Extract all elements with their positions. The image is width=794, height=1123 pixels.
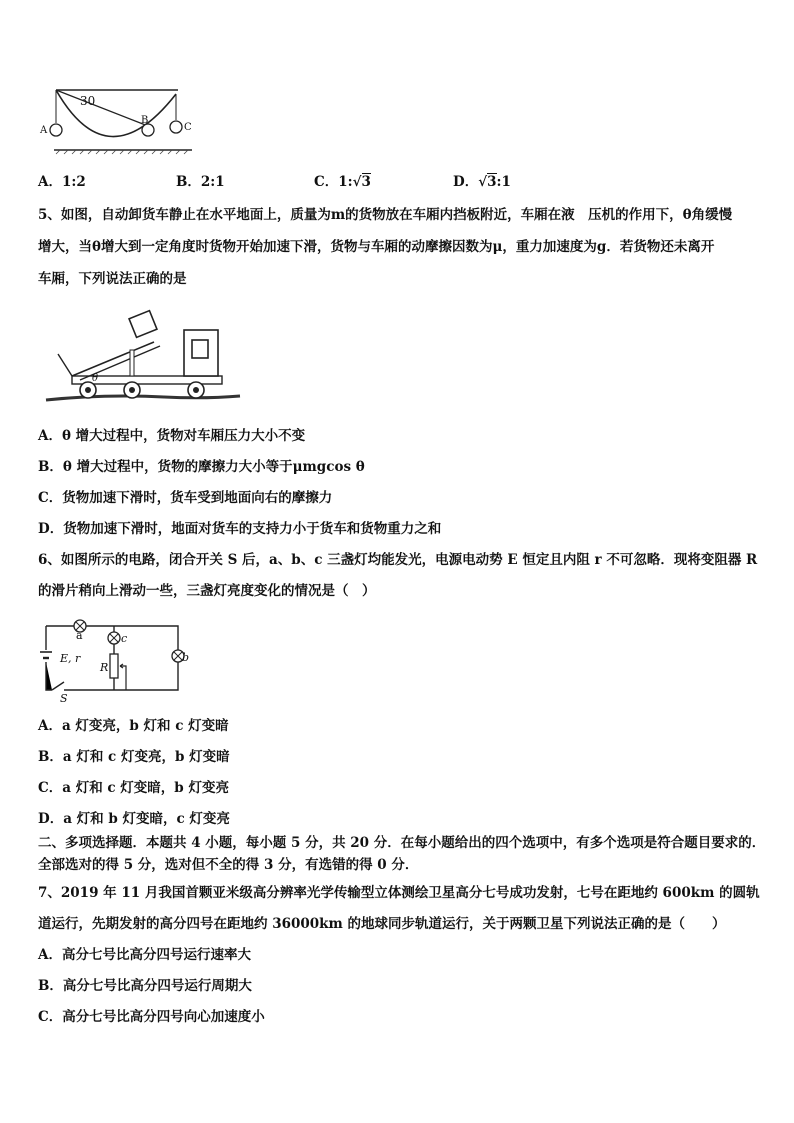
- q5-line-2: 增大，当θ增大到一定角度时货物开始加速下滑，货物与车厢的动摩擦因数为μ，重力加速度为g．若货物还未离开: [38, 239, 715, 255]
- q4-option-c[interactable]: [314, 173, 371, 191]
- q5-dump-truck-figure: [44, 304, 242, 412]
- q6-label-e: E, r: [60, 652, 81, 665]
- q4-option-d-suffix: :1: [496, 174, 511, 190]
- q5-theta-label: θ: [92, 373, 99, 384]
- q6-option-b[interactable]: B．a 灯和 c 灯变亮，b 灯变暗: [38, 749, 230, 765]
- q6-line-1: 6、如图所示的电路，闭合开关 S 后，a、b、c 三盏灯均能发光，电源电动势 E 恒定且内阻 r 不可忽略．现将变阻器 R: [38, 552, 758, 568]
- q5-option-c[interactable]: C．货物加速下滑时，货车受到地面向右的摩擦力: [38, 490, 333, 506]
- q4-option-d[interactable]: [453, 173, 511, 191]
- q4-option-d-text: D．: [453, 174, 479, 190]
- q5-line-3: 车厢，下列说法正确的是: [38, 271, 187, 287]
- q4-figure: [38, 86, 198, 158]
- q6-line-2: 的滑片稍向上滑动一些，三盏灯亮度变化的情况是（ ）: [38, 583, 376, 599]
- q6-label-r-variable: R: [100, 661, 109, 674]
- q6-option-d[interactable]: D．a 灯和 b 灯变暗，c 灯变亮: [38, 811, 230, 827]
- sqrt-symbol: √: [478, 174, 488, 190]
- q4-option-a[interactable]: A．1:2: [38, 174, 86, 190]
- q4-angle-label: 30: [80, 94, 96, 108]
- q5-line-1: 5、如图，自动卸货车静止在水平地面上，质量为m的货物放在车厢内挡板附近，车厢在液 压机的作用下，θ角缓慢: [38, 207, 733, 223]
- q6-label-a: a: [76, 629, 83, 642]
- q7-option-a[interactable]: A．高分七号比高分四号运行速率大: [38, 947, 251, 963]
- q4-option-c-text: C．1:: [314, 174, 353, 190]
- q4-option-b[interactable]: B．2:1: [176, 174, 225, 190]
- q6-label-b: b: [182, 651, 190, 664]
- section2-heading-line-2: 全部选对的得 5 分，选对但不全的得 3 分，有选错的得 0 分．: [38, 857, 419, 873]
- q6-label-s: S: [60, 692, 68, 705]
- q4-label-b: B: [141, 115, 149, 126]
- q4-label-c: C: [184, 122, 192, 133]
- q7-option-c[interactable]: C．高分七号比高分四号向心加速度小: [38, 1009, 265, 1025]
- q4-label-a: A: [40, 125, 48, 136]
- section2-heading-line-1: 二、多项选择题．本题共 4 小题，每小题 5 分，共 20 分．在每小题给出的四个选项中，有多个选项是符合题目要求的．: [38, 835, 766, 851]
- sqrt-symbol: √: [352, 174, 362, 190]
- q6-option-c[interactable]: C．a 灯和 c 灯变暗，b 灯变亮: [38, 780, 229, 796]
- q6-label-c: c: [121, 632, 128, 645]
- q5-option-b[interactable]: B．θ 增大过程中，货物的摩擦力大小等于μmgcos θ: [38, 459, 365, 475]
- q5-option-d[interactable]: D．货物加速下滑时，地面对货车的支持力小于货车和货物重力之和: [38, 521, 442, 537]
- q7-line-1: 7、2019 年 11 月我国首颗亚米级高分辨率光学传输型立体测绘卫星高分七号成功发射，七号在距地约 600km 的圆轨: [38, 885, 760, 901]
- q4-option-c-radicand: 3: [361, 174, 371, 190]
- q4-option-d-radicand: 3: [487, 174, 497, 190]
- q5-option-a[interactable]: A．θ 增大过程中，货物对车厢压力大小不变: [38, 428, 306, 444]
- q7-option-b[interactable]: B．高分七号比高分四号运行周期大: [38, 978, 252, 994]
- q6-option-a[interactable]: A．a 灯变亮，b 灯和 c 灯变暗: [38, 718, 229, 734]
- q7-line-2: 道运行，先期发射的高分四号在距地约 36000km 的地球同步轨道运行，关于两颗卫星下列说法正确的是（ ）: [38, 916, 726, 932]
